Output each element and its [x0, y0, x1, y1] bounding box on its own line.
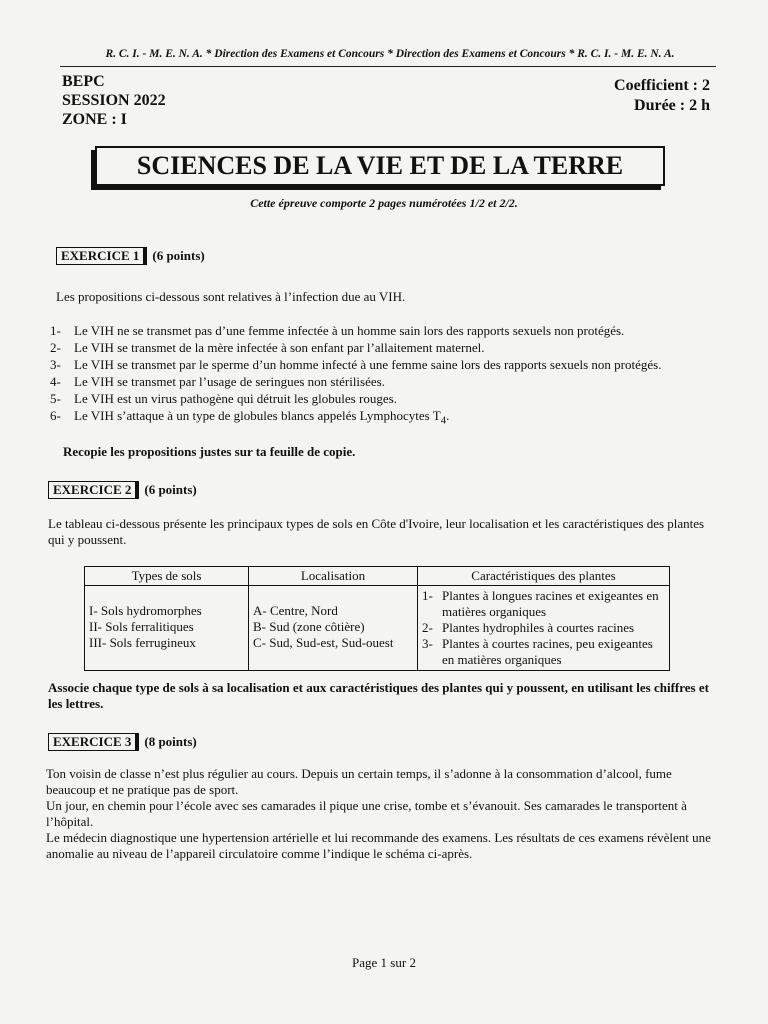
list-item: 2- Le VIH se transmet de la mère infectée à son enfant par l’allaitement maternel.: [50, 340, 485, 355]
coefficient: Coefficient : 2: [614, 77, 710, 94]
exercise-3-heading: [48, 733, 197, 751]
list-item: 1- Le VIH ne se transmet pas d’une femme infectée à un homme sain lors des rapports sexuels non protégés.: [50, 323, 625, 338]
table-header: Localisation: [249, 567, 418, 586]
page-number: Page 1 sur 2: [352, 955, 416, 970]
exercise-1-points: (6 points): [152, 248, 205, 263]
exercise-1-heading: [56, 247, 205, 265]
table-header: Types de sols: [85, 567, 249, 586]
exam-session: SESSION 2022: [62, 92, 166, 109]
exam-info: [62, 72, 166, 129]
page-subtitle: Cette épreuve comporte 2 pages numérotées 1/2 et 2/2.: [250, 196, 518, 210]
exercise-2-label: EXERCICE 2: [48, 481, 136, 499]
exercise-1-intro: Les propositions ci-dessous sont relatives à l’infection due au VIH.: [56, 289, 406, 304]
exercise-2-points: (6 points): [144, 482, 197, 497]
exercise-2-intro: Le tableau ci-dessous présente les principaux types de sols en Côte d'Ivoire, leur localisation et les caractéristiques des plantes qui y poussent.: [48, 516, 705, 547]
exercise-2-heading: [48, 481, 197, 499]
exercise-1-instruction: Recopie les propositions justes sur ta feuille de copie.: [63, 444, 356, 459]
exercise-3-label: EXERCICE 3: [48, 733, 136, 751]
exam-meta: [614, 76, 710, 116]
page-title: SCIENCES DE LA VIE ET DE LA TERRE: [95, 146, 665, 186]
exercise-3-paragraph: Ton voisin de classe n’est plus régulier au cours. Depuis un certain temps, il s’adonne à la consommation d’alcool, fume beaucoup et ne pratique pas de sport.: [46, 766, 672, 797]
header-rule: [60, 66, 716, 67]
plant-characteristics-cell: 1- Plantes à longues racines et exigeantes en matières organiques 2- Plantes hydrophiles à courtes racines 3- Plantes à courtes racines, peu exigeantes en matières organiques: [418, 586, 670, 671]
locations-cell: A- Centre, Nord B- Sud (zone côtière) C- Sud, Sud-est, Sud-ouest: [249, 586, 418, 671]
exercise-2-instruction: Associe chaque type de sols à sa localisation et aux caractéristiques des plantes qui y poussent, en utilisant les chiffres et les lettres.: [48, 680, 709, 711]
exercise-3-paragraph: Un jour, en chemin pour l’école avec ses camarades il pique une crise, tombe et s’évanouit. Ses camarades le transportent à l’hôpital.: [46, 798, 687, 829]
soil-types-cell: I- Sols hydromorphes II- Sols ferralitiques III- Sols ferrugineux: [85, 586, 249, 671]
exercise-3-paragraph: Le médecin diagnostique une hypertension artérielle et lui recommande des examens. Les résultats de ces examens révèlent une anomalie au niveau de l’appareil circulatoire comme l’indique le schéma ci-après.: [46, 830, 711, 861]
exercise-3-text: [46, 766, 714, 862]
list-item: 4- Le VIH se transmet par l’usage de seringues non stérilisées.: [50, 374, 385, 389]
list-item: 6- Le VIH s’attaque à un type de globules blancs appelés Lymphocytes $T_4$.: [50, 408, 450, 427]
exam-name: BEPC: [62, 73, 105, 90]
exam-zone: ZONE : I: [62, 111, 127, 128]
table-header: Caractéristiques des plantes: [418, 567, 670, 586]
exercise-1-list: [50, 322, 730, 430]
duration: Durée : 2 h: [634, 97, 710, 114]
ministry-banner: R. C. I. - M. E. N. A. * Direction des Examens et Concours * Direction des Examens et Concours * R. C. I. - M. E. N. A.: [105, 48, 675, 60]
list-item: 3- Le VIH se transmet par le sperme d’un homme infecté à une femme saine lors des rapports sexuels non protégés.: [50, 357, 662, 372]
exercise-1-label: EXERCICE 1: [56, 247, 144, 265]
exercise-3-points: (8 points): [144, 734, 197, 749]
soils-table: [84, 566, 670, 671]
list-item: 5- Le VIH est un virus pathogène qui détruit les globules rouges.: [50, 391, 397, 406]
